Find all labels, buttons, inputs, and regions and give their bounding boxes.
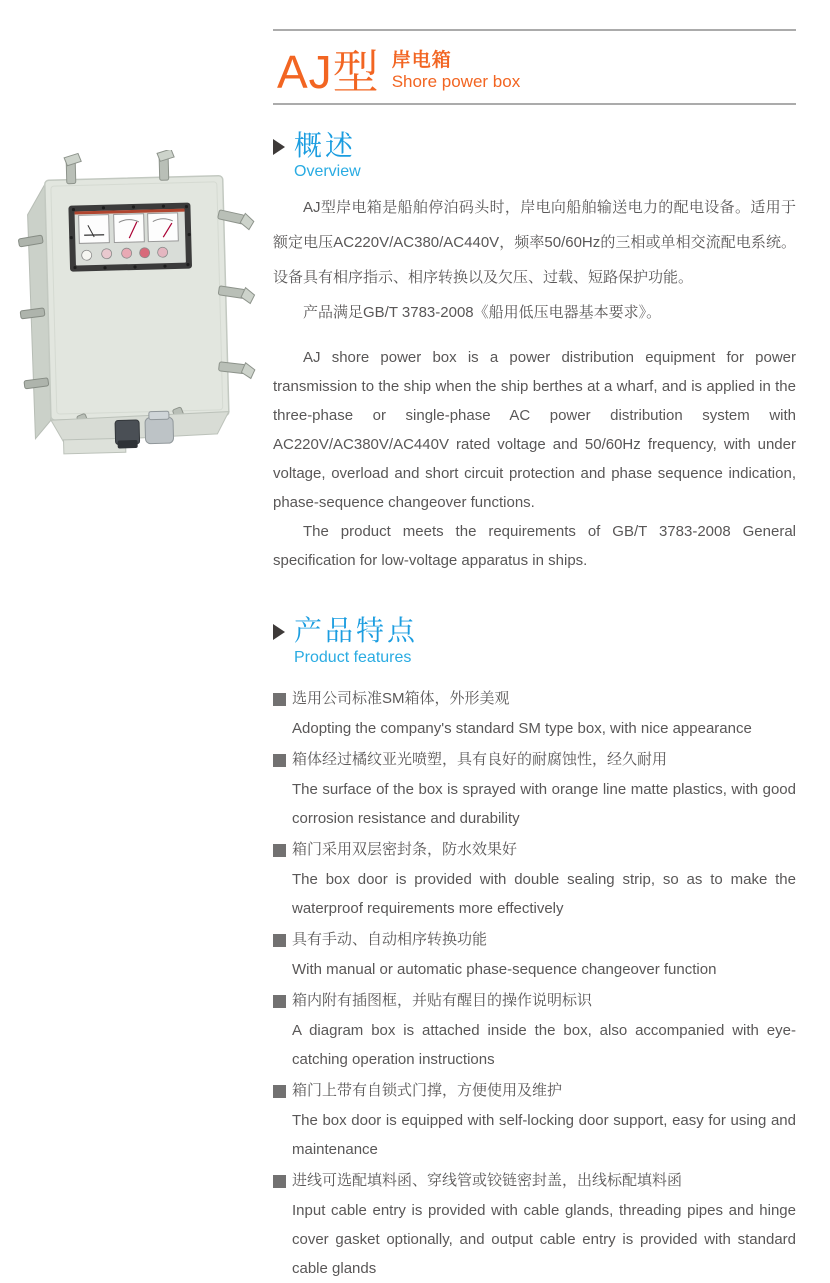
feature-bullet-icon [273, 934, 286, 947]
overview-section [273, 130, 796, 575]
feature-en: A diagram box is attached inside the box, also accompanied with eye-catching operation instructions [292, 1021, 796, 1068]
feature-cn: 进线可选配填料函、穿线管或铰链密封盖，出线标配填料函 [292, 1171, 683, 1189]
overview-en-paragraph: AJ shore power box is a power distribution equipment for power transmission to the ship when the ship berthes at a wharf, and is applied in the three-phase or single-phase AC power distribution system with AC220V/AC380V/AC440V rated voltage and 50/60Hz frequency, with under voltage, overload and short circuit protection and phase sequence indication, phase-sequence changeover functions. [273, 349, 796, 512]
content-column [273, 0, 796, 1283]
feature-cn: 箱门采用双层密封条，防水效果好 [292, 840, 518, 858]
title-bottom-rule [273, 103, 796, 105]
feature-cn: 箱体经过橘纹亚光喷塑，具有良好的耐腐蚀性，经久耐用 [292, 750, 668, 768]
analog-meter [148, 213, 179, 242]
features-section [273, 615, 796, 1282]
product-photo [8, 150, 263, 460]
overview-english-text [273, 343, 796, 575]
features-heading-en: Product features [294, 648, 412, 666]
feature-bullet-icon [273, 844, 286, 857]
overview-chinese-text [273, 190, 796, 330]
feature-item [273, 684, 796, 743]
feature-bullet-icon [273, 995, 286, 1008]
feature-item [273, 1166, 796, 1283]
overview-cn-paragraph: 产品满足GB/T 3783-2008《船用低压电器基本要求》。 [303, 304, 662, 322]
feature-bullet-icon [273, 693, 286, 706]
feature-en: The box door is provided with double sealing strip, so as to make the waterproof requirements more effectively [292, 870, 796, 917]
shore-power-box-illustration [8, 150, 263, 460]
meter-window [68, 203, 192, 272]
section-marker-triangle-icon [273, 139, 285, 155]
overview-heading-cn: 概述 [294, 130, 357, 161]
feature-item [273, 1076, 796, 1164]
section-marker-triangle-icon [273, 624, 285, 640]
overview-heading-en: Overview [294, 163, 361, 181]
cable-gland-icon [145, 411, 174, 444]
feature-item [273, 835, 796, 923]
product-model: AJ型 [277, 46, 380, 99]
feature-cn: 箱内附有插图框，并贴有醒目的操作说明标识 [292, 991, 593, 1009]
overview-en-paragraph: The product meets the requirements of GB/T 3783-2008 General specification for low-voltage apparatus in ships. [273, 523, 796, 570]
feature-en: With manual or automatic phase-sequence changeover function [292, 960, 717, 978]
feature-item [273, 986, 796, 1074]
overview-cn-paragraph: AJ型岸电箱是船舶停泊码头时，岸电向船舶输送电力的配电设备。适用于额定电压AC220V/AC380/AC440V，频率50/60Hz的三相或单相交流配电系统。设备具有相序指示、相序转换以及欠压、过载、短路保护功能。 [273, 199, 796, 287]
cable-gland-icon [115, 420, 140, 449]
feature-bullet-icon [273, 1085, 286, 1098]
product-name-en: Shore power box [391, 72, 521, 91]
feature-en: Adopting the company's standard SM type box, with nice appearance [292, 719, 752, 737]
feature-bullet-icon [273, 754, 286, 767]
features-heading-cn: 产品特点 [294, 615, 419, 647]
product-name-cn: 岸电箱 [391, 50, 452, 71]
feature-list [273, 684, 796, 1283]
product-title [273, 31, 796, 103]
feature-cn: 箱门上带有自锁式门撑，方便使用及维护 [292, 1081, 563, 1099]
feature-cn: 具有手动、自动相序转换功能 [292, 930, 488, 948]
feature-bullet-icon [273, 1175, 286, 1188]
feature-cn: 选用公司标准SM箱体，外形美观 [292, 689, 510, 707]
feature-item [273, 745, 796, 833]
feature-en: The box door is equipped with self-locking door support, easy for using and maintenance [292, 1111, 796, 1158]
feature-en: Input cable entry is provided with cable glands, threading pipes and hinge cover gasket optionally, and output cable entry is provided with standard cable glands [292, 1201, 796, 1277]
analog-meter [114, 214, 145, 243]
feature-item [273, 925, 796, 984]
feature-en: The surface of the box is sprayed with orange line matte plastics, with good corrosion resistance and durability [292, 780, 796, 827]
analog-meter [79, 215, 110, 244]
